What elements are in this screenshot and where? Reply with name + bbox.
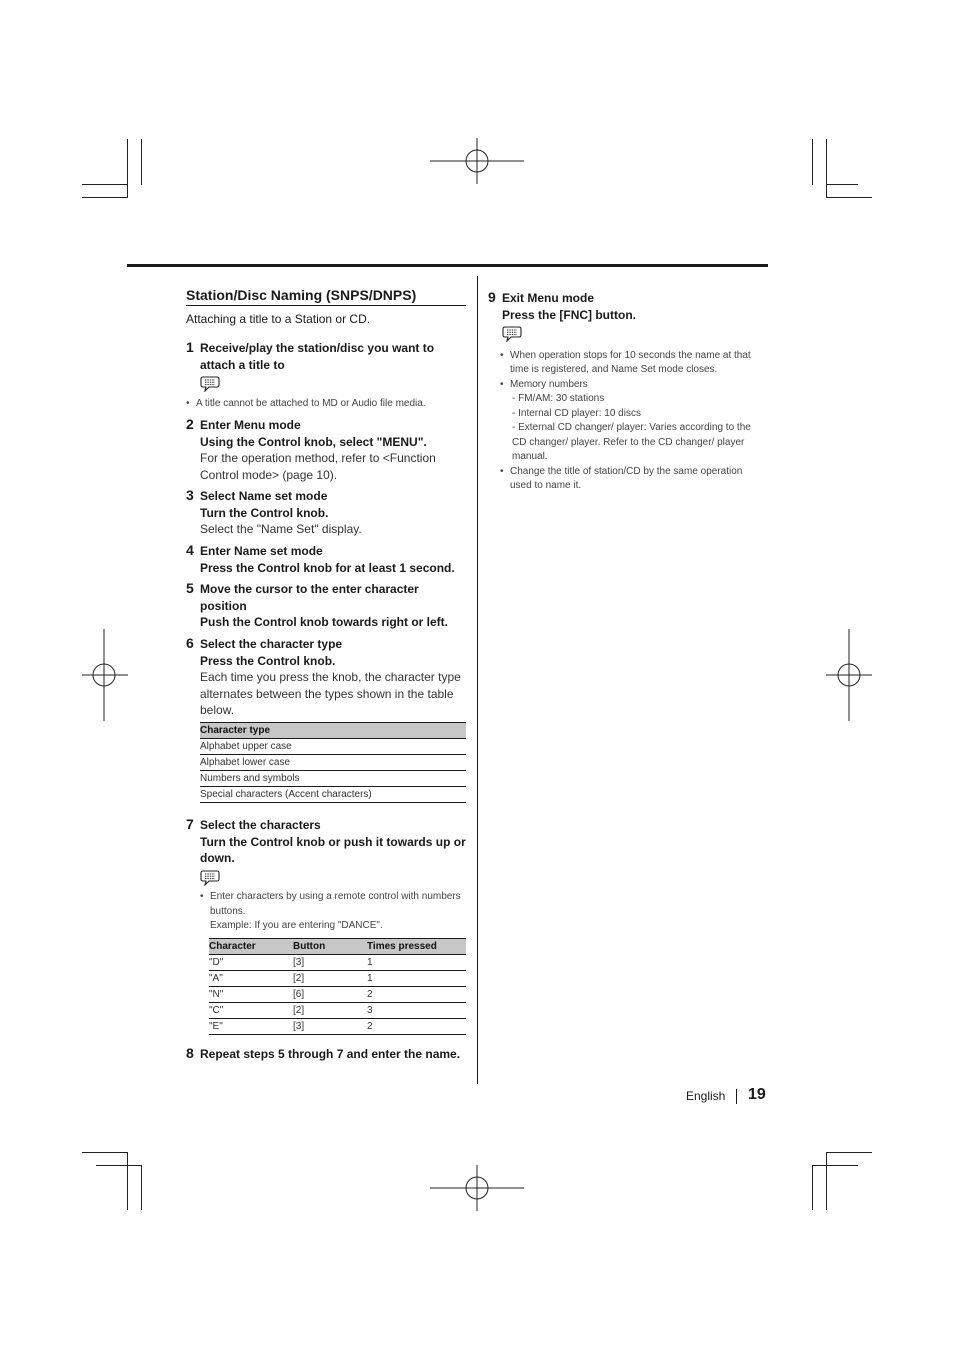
- registration-mark-left: [82, 629, 128, 721]
- step-description: Select the "Name Set" display.: [200, 522, 362, 536]
- step-9: 9 Exit Menu mode Press the [FNC] button. • When operation stops for 10 seconds the name at that time is registered, and Name Set mode closes. • Memory numbers - FM/AM: 30 stations - Internal CD player: 10 discs - External CD changer/ player: Varies according to the CD changer/ player. Refer to the CD changer/ player manual. • Change the title of station/CD by the same operation used to name it.: [488, 290, 760, 494]
- table-cell: 1: [367, 971, 466, 987]
- step-4: [186, 543, 466, 576]
- step-number: 7: [186, 816, 194, 832]
- step-action: Turn the Control knob or push it towards up or down.: [200, 834, 466, 865]
- table-header: Times pressed: [367, 939, 466, 955]
- table-cell: Alphabet upper case: [200, 739, 466, 755]
- step-1: 1 Receive/play the station/disc you want to attach a title to • A title cannot be attached to MD or Audio file media.: [186, 340, 466, 411]
- step-number: 9: [488, 289, 496, 305]
- step-action: Press the Control knob for at least 1 second.: [200, 560, 455, 575]
- step-note: Enter characters by using a remote control with numbers buttons.: [210, 891, 461, 917]
- table-row: [209, 987, 466, 1003]
- step-2: [186, 417, 466, 483]
- page-number: 19: [748, 1086, 766, 1103]
- registration-mark-top: [430, 138, 524, 184]
- footer-divider: [736, 1089, 737, 1104]
- note-icon: [502, 325, 522, 342]
- note-subitem: - External CD changer/ player: Varies according to the CD changer/ player. Refer to the CD changer/ player manual.: [512, 422, 751, 462]
- header-rule: [127, 264, 768, 267]
- step-title: Repeat steps 5 through 7 and enter the name.: [200, 1047, 461, 1061]
- table-header: Character: [209, 939, 293, 955]
- step-description: For the operation method, refer to <Function Control mode> (page 10).: [200, 451, 436, 482]
- step-title: Exit Menu mode: [502, 291, 595, 305]
- step-action: Press the [FNC] button.: [502, 307, 636, 322]
- dance-example-table: [209, 938, 466, 1035]
- step-title: Enter Menu mode: [200, 418, 301, 432]
- step-title: Select Name set mode: [200, 489, 328, 503]
- step-title: Enter Name set mode: [200, 544, 323, 558]
- table-cell: 2: [367, 987, 466, 1003]
- table-row: [209, 1003, 466, 1019]
- step-number: 5: [186, 580, 194, 596]
- table-cell: "D": [209, 955, 293, 971]
- step-number: 6: [186, 635, 194, 651]
- table-cell: "A": [209, 971, 293, 987]
- table-cell: "E": [209, 1019, 293, 1035]
- step-number: 2: [186, 416, 194, 432]
- step-number: 8: [186, 1045, 194, 1061]
- note-icon: [200, 375, 220, 392]
- step-action: Using the Control knob, select "MENU".: [200, 434, 427, 449]
- section-title: Station/Disc Naming (SNPS/DNPS): [186, 287, 466, 306]
- step-5: [186, 581, 466, 631]
- table-cell: Numbers and symbols: [200, 771, 466, 787]
- note-subitem: - FM/AM: 30 stations: [512, 393, 605, 404]
- step-title: Receive/play the station/disc you want to attach a title to: [200, 341, 435, 372]
- table-header: Character type: [200, 723, 466, 739]
- step-7: 7 Select the characters Turn the Control knob or push it towards up or down. • Enter characters by using a remote control with numbers buttons. Example: If you are entering "DANCE".: [186, 816, 466, 931]
- note-text: Change the title of station/CD by the same operation used to name it.: [510, 465, 743, 491]
- table-cell: [3]: [293, 955, 367, 971]
- column-divider: [477, 276, 478, 1084]
- table-cell: [3]: [293, 1019, 367, 1035]
- step-number: 1: [186, 339, 194, 355]
- step-action: Press the Control knob.: [200, 653, 336, 668]
- table-cell: [2]: [293, 1003, 367, 1019]
- step-3: [186, 488, 466, 538]
- table-cell: "C": [209, 1003, 293, 1019]
- section-intro: Attaching a title to a Station or CD.: [186, 312, 371, 326]
- character-type-table: [200, 722, 466, 803]
- step-title: Select the character type: [200, 637, 343, 651]
- table-cell: [2]: [293, 971, 367, 987]
- note-subitem: - Internal CD player: 10 discs: [512, 407, 641, 419]
- step-note: A title cannot be attached to MD or Audio file media.: [196, 397, 426, 409]
- step-6: [186, 636, 466, 719]
- note-text: When operation stops for 10 seconds the name at that time is registered, and Name Set mode closes.: [510, 349, 751, 375]
- table-cell: 3: [367, 1003, 466, 1019]
- table-row: [209, 955, 466, 971]
- step-number: 4: [186, 542, 194, 558]
- table-cell: Special characters (Accent characters): [200, 787, 466, 803]
- table-cell: "N": [209, 987, 293, 1003]
- step-action: Push the Control knob towards right or left.: [200, 615, 448, 629]
- step-description: Each time you press the knob, the character type alternates between the types shown in the table below.: [200, 670, 461, 717]
- table-cell: 2: [367, 1019, 466, 1035]
- step-number: 3: [186, 487, 194, 503]
- table-row: [209, 971, 466, 987]
- table-cell: Alphabet lower case: [200, 755, 466, 771]
- note-icon: [200, 869, 220, 886]
- step-title: Move the cursor to the enter character position: [200, 582, 419, 613]
- registration-mark-right: [826, 629, 872, 721]
- footer-language: English: [686, 1089, 726, 1103]
- step-title: Select the characters: [200, 818, 321, 832]
- table-cell: 1: [367, 955, 466, 971]
- table-cell: [6]: [293, 987, 367, 1003]
- step-note-example: Example: If you are entering "DANCE".: [210, 920, 383, 931]
- registration-mark-bottom: [430, 1165, 524, 1211]
- note-text: Memory numbers: [510, 378, 588, 390]
- step-action: Turn the Control knob.: [200, 505, 329, 520]
- table-row: [209, 1019, 466, 1035]
- step-8: [186, 1046, 466, 1063]
- table-header: Button: [293, 939, 367, 955]
